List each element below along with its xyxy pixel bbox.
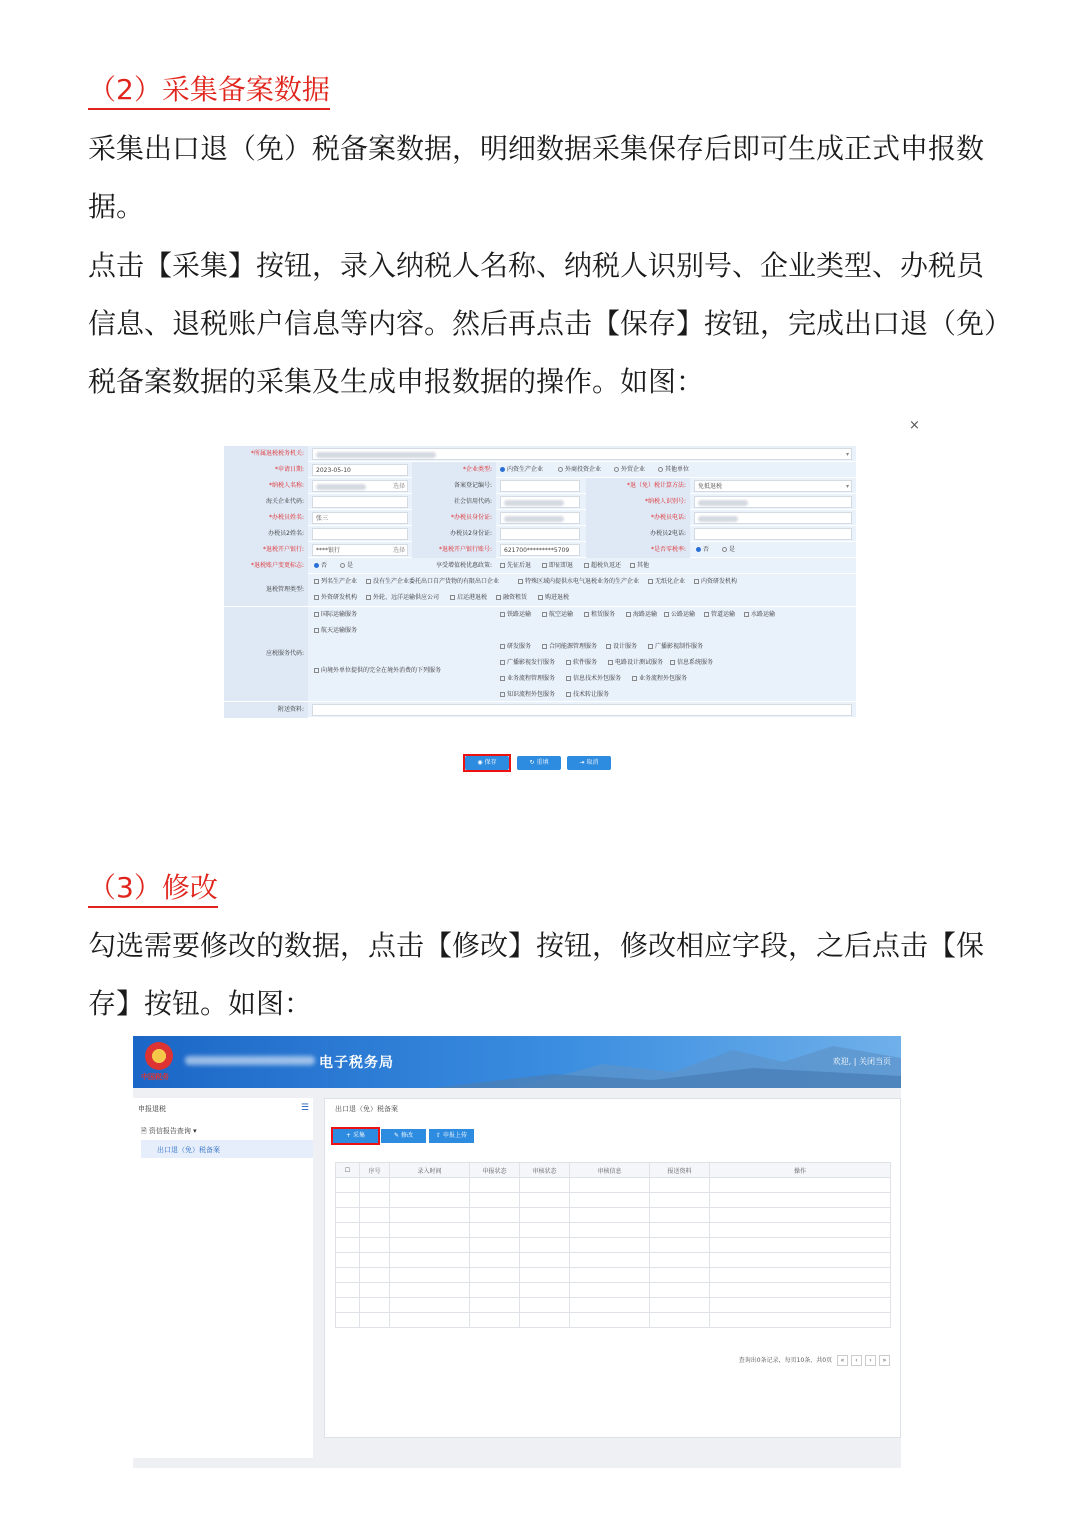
label-clerk2-name: 办税员2姓名: <box>224 526 308 542</box>
mgmt-opt-8[interactable]: 启运港退税 <box>450 590 487 606</box>
account-input[interactable]: 621700*********5709 <box>500 544 580 556</box>
prev-page-button[interactable]: ‹ <box>851 1355 862 1366</box>
col-header: 序号 <box>360 1163 390 1178</box>
label-reg-no: 备案登记编号: <box>412 478 496 494</box>
service-r2-1[interactable]: 研发服务 <box>500 639 531 655</box>
pref-opt-3[interactable]: 超税负返还 <box>584 558 621 574</box>
chevron-down-icon: ▾ <box>190 1127 197 1135</box>
emblem-icon <box>145 1042 173 1070</box>
tax-bureau-screenshot <box>133 1036 901 1468</box>
table-row <box>336 1313 891 1328</box>
mgmt-opt-7[interactable]: 外轮、远洋运输供应公司 <box>366 590 439 606</box>
blurred-region-name <box>185 1056 315 1065</box>
next-page-button[interactable]: › <box>865 1355 876 1366</box>
clerk-phone-input[interactable] <box>694 512 852 524</box>
col-header: 录入时间 <box>390 1163 470 1178</box>
mgmt-opt-10[interactable]: 购进退税 <box>538 590 569 606</box>
label-preferential: 享受增值税优惠政策: <box>435 562 492 569</box>
ent-type-foreign[interactable]: 外商投资企业 <box>558 462 601 478</box>
label-taxpayer-name: *纳税人名称: <box>224 478 308 494</box>
filing-table <box>335 1162 891 1328</box>
table-row <box>336 1193 891 1208</box>
highlight-box <box>331 1127 380 1145</box>
site-title: 电子税务局 <box>319 1055 394 1071</box>
sidebar-item-credit-report[interactable]: 🗎 资信报告查询 ▾ <box>141 1127 197 1135</box>
label-related-code: 海关企业代码: <box>224 494 308 510</box>
reset-button[interactable]: ↻ 重填 <box>517 756 561 770</box>
label-is-agent: *是否零税率: <box>586 542 690 558</box>
save-button[interactable]: ◉ 保存 <box>465 756 509 770</box>
clerk2-id-input[interactable] <box>500 528 580 540</box>
remarks-input[interactable] <box>312 704 852 716</box>
edit-icon: ✎ <box>394 1132 401 1139</box>
mgmt-opt-1[interactable]: 列名生产企业 <box>314 574 357 590</box>
col-header: 操作 <box>710 1163 891 1178</box>
label-credit-code: 社会信用代码: <box>412 494 496 510</box>
service-r1-3[interactable]: 租赁服务 <box>584 607 615 623</box>
authority-select[interactable]: ▾ <box>312 448 852 460</box>
zero-rate-no[interactable]: 否 <box>696 542 709 558</box>
zero-rate-yes[interactable]: 是 <box>722 542 735 558</box>
table-header-row <box>336 1163 891 1178</box>
label-account: *退税开户银行账号: <box>412 542 496 558</box>
sidebar-item-filing[interactable]: 出口退（免）税备案 <box>141 1140 313 1158</box>
filing-form-screenshot <box>224 440 856 725</box>
first-page-button[interactable]: « <box>837 1355 848 1366</box>
service-r5-1[interactable]: 知识流程外包服务 <box>500 687 555 703</box>
mgmt-opt-2[interactable]: 没有生产企业委托出口自产货物的有限出口企业 <box>366 574 499 590</box>
label-remarks: 附送资料: <box>224 702 308 718</box>
table-row <box>336 1268 891 1283</box>
mgmt-opt-3[interactable]: 特殊区域内提供水电气退税业务的生产企业 <box>518 574 639 590</box>
service-r4-2[interactable]: 信息技术外包服务 <box>566 671 621 687</box>
service-r5-2[interactable]: 技术转让服务 <box>566 687 609 703</box>
label-service-code: 应税服务代码: <box>224 607 308 701</box>
edit-button[interactable]: ✎ 修改 <box>381 1129 426 1143</box>
acct-change-yes[interactable]: 是 <box>340 558 353 574</box>
col-header: 报送资料 <box>650 1163 710 1178</box>
welcome-links[interactable]: 欢迎, | 关闭当页 <box>832 1057 891 1066</box>
label-acct-change: *退税账户变更标志: <box>224 558 308 574</box>
service-r2-2[interactable]: 合同能源管理服务 <box>542 639 597 655</box>
label-clerk2-id: 办税员2身份证: <box>412 526 496 542</box>
acct-change-no[interactable]: 否 <box>314 558 327 574</box>
service-r2-4[interactable]: 广播影视制作服务 <box>648 639 703 655</box>
label-clerk-phone: *办税员电话: <box>586 510 690 526</box>
collect-button[interactable]: + 采集 <box>333 1129 378 1143</box>
credit-code-input[interactable] <box>500 496 580 508</box>
label-clerk-id: *办税员身份证: <box>412 510 496 526</box>
table-row <box>336 1238 891 1253</box>
service-r3-4[interactable]: 信息系统服务 <box>670 655 713 671</box>
taxpayer-id-input[interactable] <box>694 496 852 508</box>
table-row <box>336 1298 891 1313</box>
clerk-id-input[interactable] <box>500 512 580 524</box>
service-r1-4[interactable]: 海路运输 <box>626 607 657 623</box>
service-r1-7[interactable]: 水路运输 <box>744 607 775 623</box>
service-r1-6[interactable]: 管道运输 <box>704 607 735 623</box>
service-r1-5[interactable]: 公路运输 <box>664 607 695 623</box>
related-code-input[interactable] <box>312 496 408 508</box>
mgmt-opt-5[interactable]: 内资研发机构 <box>694 574 737 590</box>
calc-method-select[interactable]: 免抵退税 ▾ <box>694 480 852 492</box>
col-header: 审核信息 <box>570 1163 650 1178</box>
ent-type-trade[interactable]: 外贸企业 <box>614 462 645 478</box>
label-clerk2-phone: 办税员2电话: <box>586 526 690 542</box>
clerk2-name-input[interactable] <box>312 528 408 540</box>
col-header: 申报状态 <box>470 1163 520 1178</box>
highlight-box <box>463 754 511 772</box>
apply-date-input[interactable]: 2023-05-10 <box>312 464 408 476</box>
table-row <box>336 1253 891 1268</box>
clerk-name-input[interactable]: 张三 <box>312 512 408 524</box>
service-r4-3[interactable]: 业务流程外包服务 <box>632 671 687 687</box>
menu-icon[interactable]: ☰ <box>300 1103 309 1113</box>
ent-type-domestic[interactable]: 内资生产企业 <box>500 462 543 478</box>
section-3-heading: （3）修改 <box>88 870 218 908</box>
pref-opt-1[interactable]: 先征后退 <box>500 558 531 574</box>
upload-icon: ⇧ <box>436 1132 443 1139</box>
close-icon[interactable]: × <box>909 418 920 433</box>
service-r1-1[interactable]: 铁路运输 <box>500 607 531 623</box>
service-r3-2[interactable]: 软件服务 <box>566 655 597 671</box>
upload-button[interactable]: ⇧ 申报上传 <box>429 1129 474 1143</box>
service-r3-1[interactable]: 广播影视发行服务 <box>500 655 555 671</box>
bank-input[interactable]: ****银行 选择 <box>312 544 408 556</box>
table-row <box>336 1178 891 1193</box>
pager-summary: 查询出0条记录，每页10条，共0页 <box>738 1357 833 1364</box>
breadcrumb: 出口退（免）税备案 <box>335 1105 398 1113</box>
exit-icon: ⇥ <box>579 759 587 766</box>
col-header: 审核状态 <box>520 1163 570 1178</box>
taxpayer-name-input[interactable]: 选择 <box>312 480 408 492</box>
select-all-checkbox[interactable]: ☐ <box>336 1163 360 1178</box>
label-calc-method: *退（免）税计算方法: <box>586 478 690 494</box>
service-r3-3[interactable]: 电路设计测试服务 <box>608 655 663 671</box>
service-r4-1[interactable]: 业务流程管理服务 <box>500 671 555 687</box>
label-bank: *退税开户银行: <box>224 542 308 558</box>
site-banner <box>133 1036 901 1088</box>
ent-type-other[interactable]: 其他单位 <box>658 462 689 478</box>
pagination <box>739 1355 890 1366</box>
section-2-paragraph-2: 点击【采集】按钮，录入纳税人名称、纳税人识别号、企业类型、办税员信息、退税账户信息等内容。然后再点击【保存】按钮，完成出口退（免）税备案数据的采集及生成申报数据的操作。如图： <box>88 249 999 398</box>
pref-opt-2[interactable]: 即征即退 <box>542 558 573 574</box>
label-authority: *所属退税税务机关: <box>224 446 308 462</box>
document-icon: 🗎 <box>141 1127 149 1135</box>
mgmt-opt-6[interactable]: 外资研发机构 <box>314 590 357 606</box>
service-space[interactable]: 航天运输服务 <box>314 623 357 639</box>
section-2-paragraph-1: 采集出口退（免）税备案数据，明细数据采集保存后即可生成正式申报数据。 <box>88 132 985 223</box>
service-r2-3[interactable]: 设计服务 <box>606 639 637 655</box>
service-offshore[interactable]: 向境外单位提供的完全在境外消费的下列服务 <box>314 663 441 679</box>
pref-opt-4[interactable]: 其他 <box>630 558 649 574</box>
label-mgmt-type: 退税管理类型: <box>224 574 308 606</box>
emblem-text: 中国税务 <box>141 1073 169 1081</box>
label-apply-date: *申请日期: <box>224 462 308 478</box>
service-r1-2[interactable]: 航空运输 <box>542 607 573 623</box>
last-page-button[interactable]: » <box>879 1355 890 1366</box>
sidebar <box>133 1098 313 1458</box>
table-row <box>336 1208 891 1223</box>
label-ent-type: *企业类型: <box>412 462 496 478</box>
mgmt-opt-9[interactable]: 融资租赁 <box>496 590 527 606</box>
reset-icon: ↻ <box>529 759 537 766</box>
label-clerk-name: *办税员姓名: <box>224 510 308 526</box>
sidebar-title: 申报退税 <box>138 1105 166 1113</box>
main-panel <box>324 1098 901 1438</box>
section-3-paragraph-1: 勾选需要修改的数据，点击【修改】按钮，修改相应字段，之后点击【保存】按钮。如图： <box>88 929 985 1020</box>
section-2-heading: （2）采集备案数据 <box>88 72 330 110</box>
service-intl[interactable]: 国际运输服务 <box>314 607 357 623</box>
label-taxpayer-id: *纳税人识别号: <box>586 494 690 510</box>
table-row <box>336 1283 891 1298</box>
reg-no-input[interactable] <box>500 480 580 492</box>
table-row <box>336 1223 891 1238</box>
save-icon: ◉ <box>477 759 485 766</box>
cancel-button[interactable]: ⇥ 取消 <box>567 756 611 770</box>
mgmt-opt-4[interactable]: 无纸化企业 <box>648 574 685 590</box>
clerk2-phone-input[interactable] <box>694 528 852 540</box>
